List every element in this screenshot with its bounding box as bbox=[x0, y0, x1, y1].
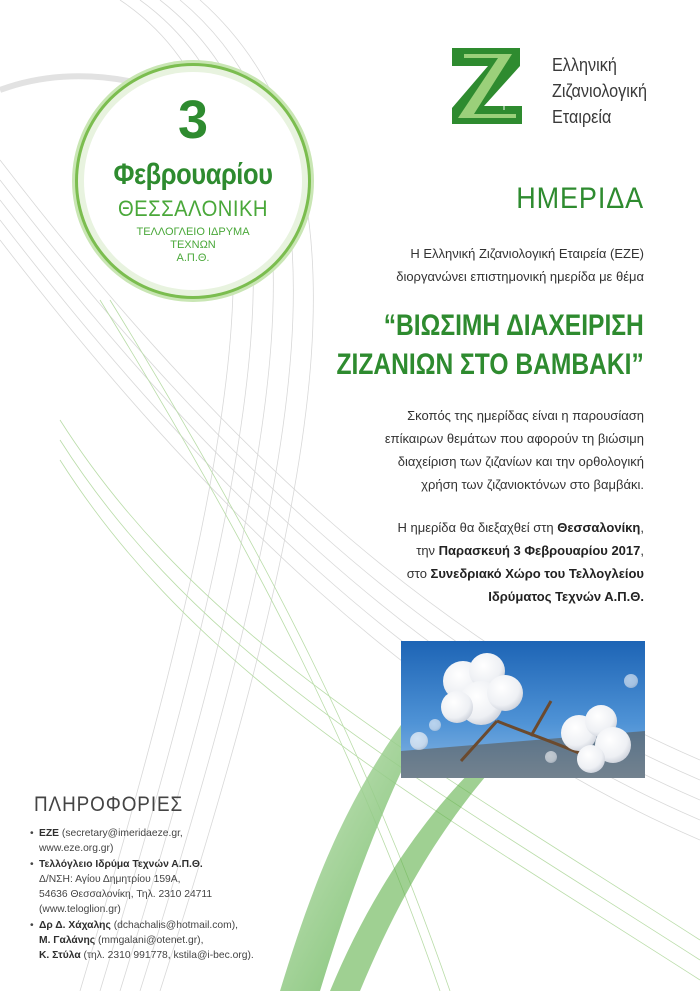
event-title bbox=[337, 306, 644, 384]
info-item2-line1 bbox=[39, 857, 330, 872]
purpose-line4: χρήση των ζιζανιοκτόνων στο βαμβάκι. bbox=[421, 477, 644, 492]
when-venue: Συνεδριακό Χώρο του Τελλογλείου bbox=[430, 566, 644, 581]
when-line4 bbox=[284, 585, 644, 608]
when-line1-punct: , bbox=[640, 520, 644, 535]
badge-day: 3 bbox=[177, 90, 209, 150]
when-line1-text: Η ημερίδα θα διεξαχθεί στη bbox=[397, 520, 558, 535]
intro-line1: Η Ελληνική Ζιζανιολογική Εταιρεία (ΕΖΕ) bbox=[410, 246, 644, 261]
event-type-heading: ΗΜΕΡΙΔΑ bbox=[516, 182, 644, 215]
purpose-line3: διαχείριση των ζιζανίων και την ορθολογική bbox=[397, 454, 644, 469]
when-line2 bbox=[284, 539, 644, 562]
zz-logo-icon bbox=[450, 44, 526, 128]
when-line2-text: την bbox=[416, 543, 439, 558]
title-line2: ΖΙΖΑΝΙΩΝ ΣΤΟ ΒΑΜΒΑΚΙ” bbox=[336, 348, 644, 381]
when-line2-punct: , bbox=[640, 543, 644, 558]
when-line1 bbox=[284, 516, 644, 539]
logo-text bbox=[552, 52, 647, 130]
when-where-text bbox=[284, 516, 644, 608]
info-contact1-name: Δρ Δ. Χάχαλης bbox=[39, 920, 111, 931]
purpose-line2: επίκαιρων θεμάτων που αφορούν τη βιώσιμη bbox=[384, 431, 644, 446]
info-contact2-email[interactable]: (mmgalani@otenet.gr), bbox=[95, 935, 204, 946]
badge-venue-line2: Α.Π.Θ. bbox=[176, 252, 210, 264]
intro-line2: διοργανώνει επιστημονική ημερίδα με θέμα bbox=[396, 269, 644, 284]
date-badge bbox=[84, 72, 302, 290]
when-city: Θεσσαλονίκη bbox=[557, 520, 641, 535]
purpose-text bbox=[314, 404, 644, 496]
info-item2-org: Τελλόγλειο Ιδρύμα Τεχνών Α.Π.Θ. bbox=[39, 859, 203, 870]
info-item1-line1 bbox=[39, 826, 330, 841]
info-item2-address: Δ/ΝΣΗ: Αγίου Δημητρίου 159Α, bbox=[39, 874, 181, 885]
info-item-eze bbox=[30, 826, 330, 856]
info-contact1-email[interactable]: (dchachalis@hotmail.com), bbox=[110, 920, 239, 931]
when-line3-text: στο bbox=[406, 566, 431, 581]
logo-line2: Ζιζανιολογική bbox=[552, 81, 648, 101]
title-line1: “ΒΙΩΣΙΜΗ ΔΙΑΧΕΙΡΙΣΗ bbox=[383, 309, 644, 342]
info-contact3-name: Κ. Στύλα bbox=[39, 950, 81, 961]
info-item1-org: ΕΖΕ bbox=[39, 828, 60, 839]
info-item3-line1 bbox=[39, 918, 330, 933]
badge-month: Φεβρουαρίου bbox=[113, 158, 273, 191]
info-heading: ΠΛΗΡΟΦΟΡΙΕΣ bbox=[34, 793, 184, 816]
badge-venue bbox=[114, 226, 272, 265]
info-item-teloglion bbox=[30, 857, 330, 917]
info-item2-city-phone: 54636 Θεσσαλονίκη, Τηλ. 2310 24711 bbox=[39, 889, 213, 900]
info-item1-email[interactable]: (secretary@imeridaeze.gr, bbox=[59, 828, 183, 839]
info-item1-website[interactable]: www.eze.org.gr) bbox=[39, 843, 114, 854]
purpose-line1: Σκοπός της ημερίδας είναι η παρουσίαση bbox=[407, 408, 644, 423]
info-list bbox=[30, 826, 330, 964]
when-venue-2: Ιδρύματος Τεχνών Α.Π.Θ. bbox=[488, 589, 644, 604]
logo-line1: Ελληνική bbox=[552, 55, 617, 75]
info-contact3-details[interactable]: (τηλ. 2310 991778, kstila@i-bec.org). bbox=[80, 950, 254, 961]
badge-city: ΘΕΣΣΑΛΟΝΙΚΗ bbox=[117, 196, 269, 221]
info-contact2-name: Μ. Γαλάνης bbox=[39, 935, 96, 946]
info-item3-line3 bbox=[39, 948, 330, 963]
when-date: Παρασκευή 3 Φεβρουαρίου 2017 bbox=[438, 543, 641, 558]
cotton-bolls-photo bbox=[401, 641, 645, 778]
when-line3 bbox=[284, 562, 644, 585]
badge-venue-line1: ΤΕΛΛΟΓΛΕΙΟ ΙΔΡΥΜΑ ΤΕΧΝΩΝ bbox=[136, 226, 250, 251]
logo-line3: Εταιρεία bbox=[552, 107, 612, 127]
info-item-contacts bbox=[30, 918, 330, 963]
info-item2-website[interactable]: (www.teloglion.gr) bbox=[39, 904, 121, 915]
intro-text bbox=[284, 242, 644, 288]
info-item3-line2 bbox=[39, 933, 330, 948]
